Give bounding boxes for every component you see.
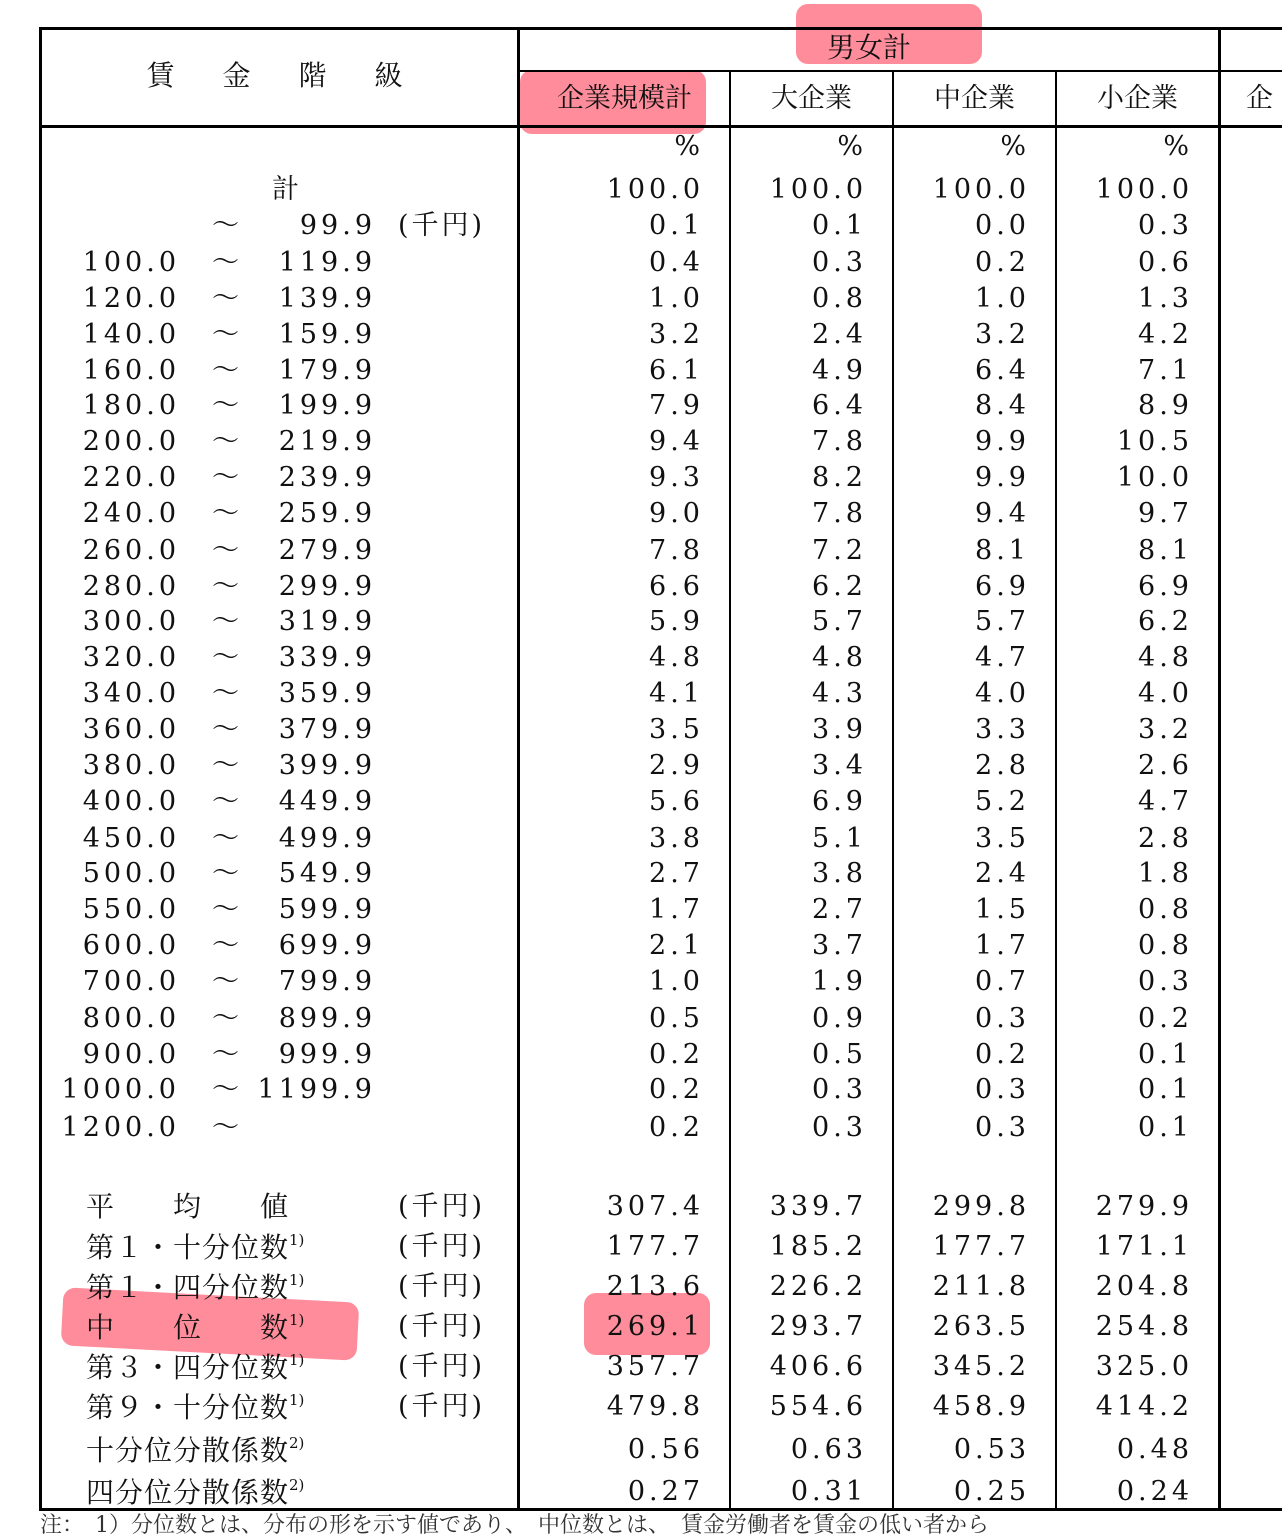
cell-medium: 100.0 [932,174,1030,205]
cell-large: 0.3 [812,247,867,278]
stat-cell-total: 479.8 [606,1391,704,1422]
cell-total: 2.7 [649,858,704,889]
stat-unit: (千円) [398,1271,486,1302]
stat-cell-small: 171.1 [1095,1231,1193,1262]
row-upper-bound: 699.9 [278,930,376,961]
stat-cell-large: 293.7 [769,1311,867,1342]
stat-label-text: 第３・四分位数 [86,1351,290,1384]
cell-medium: 0.0 [975,210,1030,241]
cell-large: 0.9 [812,1003,867,1034]
row-lower-bound: 1000.0 [61,1074,180,1105]
cell-small: 2.8 [1138,823,1193,854]
stat-cell-small: 279.9 [1095,1191,1193,1222]
cell-total: 4.1 [649,678,704,709]
row-lower-bound: 550.0 [82,894,180,925]
stat-cell-large: 226.2 [769,1271,867,1302]
row-tilde: 〜 [212,1074,241,1105]
cell-large: 0.5 [812,1039,867,1070]
row-tilde: 〜 [212,930,241,961]
stat-label [86,1393,304,1422]
row-tilde: 〜 [212,319,241,350]
cell-small: 6.2 [1138,606,1193,637]
stat-cell-small: 204.8 [1095,1271,1193,1302]
cell-large: 7.2 [812,535,867,566]
row-lower-bound: 360.0 [82,714,180,745]
cell-medium: 4.0 [975,678,1030,709]
cell-small: 9.7 [1138,498,1193,529]
row-tilde: 〜 [212,498,241,529]
row-upper-bound: 259.9 [278,498,376,529]
cell-small: 0.1 [1138,1039,1193,1070]
row-upper-bound: 99.9 [299,210,376,241]
stat-cell-total: 0.27 [627,1476,704,1507]
cell-total: 4.8 [649,642,704,673]
cell-medium: 1.7 [975,930,1030,961]
cell-small: 0.6 [1138,247,1193,278]
stat-cell-total: 0.56 [627,1434,704,1465]
cell-small: 0.8 [1138,894,1193,925]
cell-medium: 0.2 [975,1039,1030,1070]
cell-total: 9.0 [649,498,704,529]
cell-large: 3.7 [812,930,867,961]
cell-large: 4.3 [812,678,867,709]
stat-cell-medium: 458.9 [932,1391,1030,1422]
stat-label [86,1190,290,1223]
row-lower-bound: 200.0 [82,426,180,457]
cell-medium: 0.3 [975,1003,1030,1034]
row-upper-bound: 219.9 [278,426,376,457]
cell-medium: 2.4 [975,858,1030,889]
cell-small: 4.8 [1138,642,1193,673]
cell-total: 2.9 [649,750,704,781]
cell-medium: 6.9 [975,571,1030,602]
cell-medium: 6.4 [975,355,1030,386]
cell-total: 0.2 [649,1074,704,1105]
cell-large: 6.4 [812,390,867,421]
cell-medium: 5.7 [975,606,1030,637]
row-tilde: 〜 [212,786,241,817]
row-tilde: 〜 [212,606,241,637]
row-lower-bound: 900.0 [82,1039,180,1070]
row-upper-bound: 139.9 [278,283,376,314]
cell-small: 1.3 [1138,283,1193,314]
cell-small: 4.7 [1138,786,1193,817]
row-upper-bound: 339.9 [278,642,376,673]
row-tilde: 〜 [212,462,241,493]
footnote-marker: 1) [289,1231,305,1249]
unit-percent-medium: % [1000,131,1030,162]
row-tilde: 〜 [212,355,241,386]
row-label-total: 計 [272,174,301,205]
row-tilde: 〜 [212,535,241,566]
stat-label-text: 十分位分散係数 [86,1434,290,1467]
cell-small: 10.5 [1116,426,1193,457]
footnote-marker: 2) [289,1476,305,1494]
stat-cell-total: 357.7 [606,1351,704,1382]
cell-small: 8.1 [1138,535,1193,566]
stat-cell-small: 0.24 [1116,1476,1193,1507]
row-tilde: 〜 [212,642,241,673]
cell-large: 7.8 [812,426,867,457]
cell-large: 8.2 [812,462,867,493]
stat-label [86,1436,304,1465]
cell-total: 100.0 [606,174,704,205]
row-tilde: 〜 [212,571,241,602]
row-lower-bound: 180.0 [82,390,180,421]
row-lower-bound: 280.0 [82,571,180,602]
col-header-medium: 中企業 [934,83,1015,114]
column-divider-4 [1218,27,1221,1511]
cell-large: 3.8 [812,858,867,889]
cell-medium: 8.4 [975,390,1030,421]
row-lower-bound: 300.0 [82,606,180,637]
stat-label [86,1353,304,1382]
cell-small: 3.2 [1138,714,1193,745]
row-lower-bound: 340.0 [82,678,180,709]
stat-unit: (千円) [398,1311,486,1342]
row-upper-bound: 159.9 [278,319,376,350]
cell-medium: 9.4 [975,498,1030,529]
row-tilde: 〜 [212,750,241,781]
stat-cell-small: 414.2 [1095,1391,1193,1422]
cell-total: 9.4 [649,426,704,457]
row-tilde: 〜 [212,1039,241,1070]
cell-small: 1.8 [1138,858,1193,889]
cell-large: 6.2 [812,571,867,602]
cell-medium: 0.7 [975,966,1030,997]
row-lower-bound: 700.0 [82,966,180,997]
stat-cell-small: 254.8 [1095,1311,1193,1342]
cell-large: 2.7 [812,894,867,925]
stat-cell-total: 213.6 [606,1271,704,1302]
stat-cell-medium: 211.8 [932,1271,1030,1302]
stat-unit: (千円) [398,1191,486,1222]
cell-total: 3.8 [649,823,704,854]
footnote-marker: 1) [289,1271,305,1289]
cell-large: 0.1 [812,210,867,241]
cell-large: 6.9 [812,786,867,817]
row-unit: (千円) [398,210,486,241]
cell-medium: 8.1 [975,535,1030,566]
cell-small: 8.9 [1138,390,1193,421]
cell-small: 0.2 [1138,1003,1193,1034]
row-lower-bound: 220.0 [82,462,180,493]
cell-total: 0.4 [649,247,704,278]
stat-label [86,1233,304,1262]
row-lower-bound: 120.0 [82,283,180,314]
row-lower-bound: 260.0 [82,535,180,566]
row-tilde: 〜 [212,1112,241,1143]
cell-large: 100.0 [769,174,867,205]
row-upper-bound: 999.9 [278,1039,376,1070]
stat-label [86,1478,304,1507]
row-tilde: 〜 [212,678,241,709]
cell-small: 100.0 [1095,174,1193,205]
stat-cell-medium: 0.25 [953,1476,1030,1507]
cell-small: 7.1 [1138,355,1193,386]
cell-total: 6.1 [649,355,704,386]
row-lower-bound: 500.0 [82,858,180,889]
row-upper-bound: 179.9 [278,355,376,386]
footnote-marker: 1) [289,1391,305,1409]
cell-small: 4.0 [1138,678,1193,709]
stat-cell-medium: 0.53 [953,1434,1030,1465]
cell-total: 5.6 [649,786,704,817]
cell-large: 3.4 [812,750,867,781]
cell-medium: 1.5 [975,894,1030,925]
footnote-marker: 1) [289,1311,305,1329]
row-tilde: 〜 [212,210,241,241]
stat-cell-medium: 345.2 [932,1351,1030,1382]
stat-cell-total: 269.1 [606,1311,704,1342]
header-bottom-rule [40,125,1282,128]
stat-cell-large: 185.2 [769,1231,867,1262]
stat-cell-total: 177.7 [606,1231,704,1262]
cell-total: 9.3 [649,462,704,493]
unit-percent-large: % [837,131,867,162]
cell-large: 2.4 [812,319,867,350]
cell-medium: 5.2 [975,786,1030,817]
cell-total: 3.5 [649,714,704,745]
row-upper-bound: 199.9 [278,390,376,421]
row-tilde: 〜 [212,714,241,745]
cell-total: 0.1 [649,210,704,241]
cell-total: 1.0 [649,966,704,997]
stat-cell-small: 0.48 [1116,1434,1193,1465]
cell-small: 4.2 [1138,319,1193,350]
row-lower-bound: 1200.0 [61,1112,180,1143]
cell-large: 5.7 [812,606,867,637]
cell-large: 1.9 [812,966,867,997]
cell-medium: 3.5 [975,823,1030,854]
stat-label [86,1313,304,1342]
cell-total: 0.5 [649,1003,704,1034]
row-lower-bound: 400.0 [82,786,180,817]
row-upper-bound: 599.9 [278,894,376,925]
cell-small: 0.8 [1138,930,1193,961]
row-upper-bound: 399.9 [278,750,376,781]
stat-label-text: 四分位分散係数 [86,1476,290,1509]
cell-total: 1.7 [649,894,704,925]
stat-cell-medium: 177.7 [932,1231,1030,1262]
row-tilde: 〜 [212,1003,241,1034]
column-divider-label [517,27,520,1511]
row-lower-bound: 600.0 [82,930,180,961]
stat-cell-large: 339.7 [769,1191,867,1222]
row-lower-bound: 800.0 [82,1003,180,1034]
stat-cell-large: 406.6 [769,1351,867,1382]
cell-large: 4.9 [812,355,867,386]
cell-total: 2.1 [649,930,704,961]
row-upper-bound: 449.9 [278,786,376,817]
table-border-top [40,27,1282,30]
cell-total: 7.9 [649,390,704,421]
cell-small: 0.1 [1138,1112,1193,1143]
stat-cell-large: 0.31 [790,1476,867,1507]
row-tilde: 〜 [212,247,241,278]
stat-cell-medium: 299.8 [932,1191,1030,1222]
cell-medium: 9.9 [975,426,1030,457]
stat-unit: (千円) [398,1391,486,1422]
stat-label [86,1273,304,1302]
row-lower-bound: 100.0 [82,247,180,278]
col-header-partial: 企 [1246,83,1273,114]
cell-small: 0.1 [1138,1074,1193,1105]
row-lower-bound: 450.0 [82,823,180,854]
row-upper-bound: 899.9 [278,1003,376,1034]
row-lower-bound: 140.0 [82,319,180,350]
group-header-label: 男女計 [826,31,911,64]
stat-cell-medium: 263.5 [932,1311,1030,1342]
row-upper-bound: 379.9 [278,714,376,745]
cell-large: 0.8 [812,283,867,314]
row-lower-bound: 320.0 [82,642,180,673]
row-tilde: 〜 [212,283,241,314]
row-upper-bound: 799.9 [278,966,376,997]
footnote-marker: 2) [289,1434,305,1452]
cell-large: 0.3 [812,1112,867,1143]
row-tilde: 〜 [212,426,241,457]
stat-cell-large: 554.6 [769,1391,867,1422]
cell-medium: 2.8 [975,750,1030,781]
stat-label-text: 第１・十分位数 [86,1231,290,1264]
stat-unit: (千円) [398,1231,486,1262]
row-tilde: 〜 [212,894,241,925]
cell-large: 7.8 [812,498,867,529]
row-tilde: 〜 [212,966,241,997]
cell-total: 0.2 [649,1112,704,1143]
row-upper-bound: 279.9 [278,535,376,566]
cell-small: 10.0 [1116,462,1193,493]
row-lower-bound: 380.0 [82,750,180,781]
cell-total: 0.2 [649,1039,704,1070]
cell-total: 5.9 [649,606,704,637]
cell-small: 0.3 [1138,966,1193,997]
cell-total: 3.2 [649,319,704,350]
row-header-label: 賃 金 階 級 [146,59,413,92]
cell-medium: 1.0 [975,283,1030,314]
cell-medium: 0.3 [975,1074,1030,1105]
cell-medium: 3.3 [975,714,1030,745]
cell-medium: 3.2 [975,319,1030,350]
unit-percent-total: % [674,131,704,162]
cell-small: 0.3 [1138,210,1193,241]
cell-medium: 0.2 [975,247,1030,278]
col-header-large: 大企業 [771,83,852,114]
stat-label-text: 平 均 値 [86,1190,290,1223]
footnote-marker: 1) [289,1351,305,1369]
unit-percent-small: % [1163,131,1193,162]
row-lower-bound: 160.0 [82,355,180,386]
footnote: 注： 1）分位数とは、分布の形を示す値であり、 中位数とは、 賃金労働者を賃金の低い者から [40,1513,990,1538]
cell-large: 3.9 [812,714,867,745]
row-tilde: 〜 [212,390,241,421]
row-upper-bound: 499.9 [278,823,376,854]
cell-small: 6.9 [1138,571,1193,602]
cell-total: 7.8 [649,535,704,566]
cell-total: 1.0 [649,283,704,314]
col-header-small: 小企業 [1097,83,1178,114]
row-lower-bound: 240.0 [82,498,180,529]
row-upper-bound: 299.9 [278,571,376,602]
row-upper-bound: 319.9 [278,606,376,637]
cell-large: 0.3 [812,1074,867,1105]
cell-medium: 4.7 [975,642,1030,673]
row-upper-bound: 1199.9 [257,1074,376,1105]
stat-label-text: 第１・四分位数 [86,1271,290,1304]
stat-label-text: 第９・十分位数 [86,1391,290,1424]
cell-total: 6.6 [649,571,704,602]
row-tilde: 〜 [212,823,241,854]
cell-large: 4.8 [812,642,867,673]
row-upper-bound: 119.9 [278,247,376,278]
stat-cell-small: 325.0 [1095,1351,1193,1382]
cell-medium: 9.9 [975,462,1030,493]
group-header-rule [519,70,1282,72]
cell-medium: 0.3 [975,1112,1030,1143]
row-tilde: 〜 [212,858,241,889]
col-header-total: 企業規模計 [557,83,692,114]
stat-cell-large: 0.63 [790,1434,867,1465]
row-upper-bound: 359.9 [278,678,376,709]
stat-label-text: 中 位 数 [86,1311,290,1344]
cell-large: 5.1 [812,823,867,854]
row-upper-bound: 239.9 [278,462,376,493]
stat-cell-total: 307.4 [606,1191,704,1222]
stat-unit: (千円) [398,1351,486,1382]
row-upper-bound: 549.9 [278,858,376,889]
cell-small: 2.6 [1138,750,1193,781]
